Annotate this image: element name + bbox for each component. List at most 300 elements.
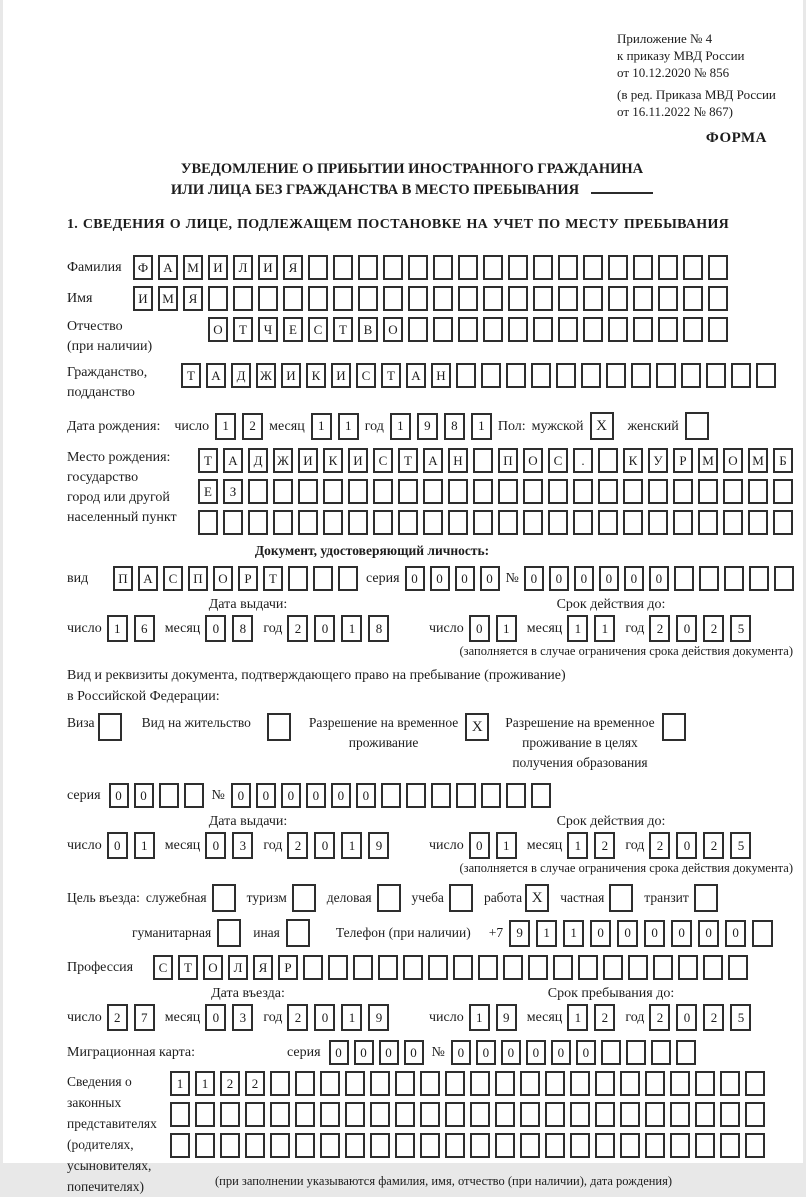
form-cell <box>720 1102 740 1127</box>
form-cell: 0 <box>356 783 376 808</box>
form-cell: 0 <box>599 566 619 591</box>
identity-doc-dates-row <box>67 597 797 642</box>
form-cell <box>752 920 773 947</box>
form-cell: Я <box>283 255 303 280</box>
form-cell: 1 <box>563 920 584 947</box>
birth-place-cells <box>198 448 793 535</box>
form-cell <box>623 510 643 535</box>
purpose-tourism-checkbox <box>292 884 316 912</box>
form-cell <box>445 1071 465 1096</box>
form-cell <box>651 1040 671 1065</box>
form-cell <box>170 1133 190 1158</box>
form-cell <box>645 1071 665 1096</box>
arrival-notification-form <box>3 0 803 1194</box>
form-cell <box>453 955 473 980</box>
purpose-transit-label: транзит <box>644 890 689 905</box>
form-cell <box>678 955 698 980</box>
form-cell: 2 <box>107 1004 128 1031</box>
form-cell <box>598 479 618 504</box>
form-cell <box>483 255 503 280</box>
form-cell <box>370 1102 390 1127</box>
form-cell <box>378 955 398 980</box>
form-cell: И <box>281 363 301 388</box>
form-cell: 0 <box>576 1040 596 1065</box>
form-cell <box>558 317 578 342</box>
purpose-business-checkbox <box>377 884 401 912</box>
doc-type-label: вид <box>67 571 89 586</box>
form-cell: П <box>498 448 518 473</box>
form-cell: 0 <box>676 615 697 642</box>
form-cell: 0 <box>430 566 450 591</box>
name-label: Имя <box>67 291 93 306</box>
form-cell <box>683 286 703 311</box>
migration-series-label: серия <box>287 1045 321 1060</box>
form-cell: Д <box>248 448 268 473</box>
month-label: месяц <box>526 621 563 636</box>
form-cell: 0 <box>725 920 746 947</box>
form-cell: Р <box>278 955 298 980</box>
form-cell <box>533 286 553 311</box>
stay-valid-year-cells <box>649 832 751 859</box>
stay-doc-intro2: в Российской Федерации: <box>67 689 220 704</box>
form-cell <box>470 1102 490 1127</box>
form-cell <box>288 566 308 591</box>
form-cell: 1 <box>170 1071 190 1096</box>
form-cell <box>683 317 703 342</box>
form-cell <box>170 1102 190 1127</box>
form-cell: 0 <box>314 832 335 859</box>
phone-prefix: +7 <box>488 925 504 940</box>
form-cell <box>495 1071 515 1096</box>
form-cell: 1 <box>567 1004 588 1031</box>
form-cell <box>248 510 268 535</box>
purpose-study-checkbox <box>449 884 473 912</box>
form-title-line2: ИЛИ ЛИЦА БЕЗ ГРАЖДАНСТВА В МЕСТО ПРЕБЫВАНИЯ <box>170 182 580 198</box>
doc-number-cells <box>524 566 794 591</box>
form-cell <box>495 1133 515 1158</box>
purpose-other-checkbox <box>286 919 310 947</box>
form-cell <box>570 1071 590 1096</box>
form-cell <box>270 1102 290 1127</box>
stay-doc-options-row <box>67 713 797 773</box>
stay-until-group <box>429 986 793 1031</box>
form-cell: К <box>323 448 343 473</box>
migration-card-row <box>67 1040 797 1065</box>
birth-place-label-line1: Место рождения: <box>67 450 171 465</box>
form-cell <box>383 286 403 311</box>
form-cell <box>308 255 328 280</box>
form-cell <box>420 1102 440 1127</box>
form-cell <box>695 1133 715 1158</box>
stay-until-year-cells <box>649 1004 751 1031</box>
form-cell: 0 <box>451 1040 471 1065</box>
form-cell <box>448 510 468 535</box>
profession-cells <box>153 955 748 980</box>
stay-until-heading: Срок пребывания до: <box>547 986 675 1001</box>
form-cell: 0 <box>205 832 226 859</box>
purpose-work-label: работа <box>483 890 523 905</box>
form-cell: И <box>133 286 153 311</box>
form-cell: О <box>203 955 223 980</box>
year-label: год <box>364 418 384 434</box>
form-cell <box>428 955 448 980</box>
form-cell <box>773 510 793 535</box>
profession-row <box>67 955 797 980</box>
form-cell <box>673 510 693 535</box>
form-cell <box>298 479 318 504</box>
representatives-label-line2: законных <box>67 1095 122 1110</box>
month-label: месяц <box>164 838 201 853</box>
form-cell <box>328 955 348 980</box>
stay-valid-group <box>429 814 793 859</box>
form-cell: К <box>623 448 643 473</box>
form-cell <box>298 510 318 535</box>
form-cell: 2 <box>220 1071 240 1096</box>
form-cell <box>523 510 543 535</box>
day-label: число <box>67 1010 102 1025</box>
visa-checkbox <box>98 713 122 741</box>
form-cell <box>573 479 593 504</box>
form-cell: 5 <box>730 615 751 642</box>
form-cell <box>431 783 451 808</box>
form-cell: Т <box>263 566 283 591</box>
form-cell: 0 <box>134 783 154 808</box>
form-cell <box>531 783 551 808</box>
form-cell: 0 <box>281 783 301 808</box>
form-cell <box>245 1133 265 1158</box>
form-cell: 9 <box>417 413 438 440</box>
birth-place-label-line2: государство <box>67 470 139 485</box>
sex-female-checkbox <box>685 412 709 440</box>
form-cell: М <box>183 255 203 280</box>
form-cell <box>623 479 643 504</box>
form-cell: 0 <box>551 1040 571 1065</box>
form-cell: Ж <box>273 448 293 473</box>
form-cell: 1 <box>496 615 517 642</box>
stay-doc-intro1: Вид и реквизиты документа, подтверждающего право на пребывание (проживание) <box>67 668 566 683</box>
form-cell <box>773 479 793 504</box>
form-cell <box>198 510 218 535</box>
day-label: число <box>67 838 102 853</box>
form-cell <box>345 1133 365 1158</box>
form-cell <box>658 317 678 342</box>
valid-day-cells <box>469 615 517 642</box>
form-cell: С <box>163 566 183 591</box>
form-cell: С <box>308 317 328 342</box>
form-cell <box>506 363 526 388</box>
form-cell <box>673 479 693 504</box>
form-cell: 0 <box>480 566 500 591</box>
birth-place-label-line3: город или другой <box>67 490 170 505</box>
profession-label: Профессия <box>67 960 134 975</box>
form-cell <box>395 1102 415 1127</box>
form-cell <box>333 255 353 280</box>
form-cell <box>598 448 618 473</box>
form-cell <box>508 317 528 342</box>
form-cell <box>703 955 723 980</box>
form-cell: А <box>206 363 226 388</box>
form-cell: 9 <box>368 832 389 859</box>
temp-residence-edu-label-line1: Разрешение на временное <box>505 715 655 730</box>
form-cell <box>628 955 648 980</box>
birth-place-row3-cells <box>198 510 793 535</box>
temp-residence-checkbox: X <box>465 713 489 741</box>
name-row <box>67 286 797 311</box>
temp-residence-edu-label-line3: получения образования <box>512 755 648 770</box>
birth-place-row <box>67 448 797 535</box>
form-cell <box>433 255 453 280</box>
form-cell <box>458 317 478 342</box>
issue-date-line <box>67 832 429 859</box>
form-cell <box>348 510 368 535</box>
form-cell <box>506 783 526 808</box>
representatives-row3-cells <box>170 1133 765 1158</box>
form-cell <box>728 955 748 980</box>
form-cell <box>345 1071 365 1096</box>
purpose-label: Цель въезда: <box>67 890 140 905</box>
form-cell: 1 <box>341 615 362 642</box>
stay-doc-dates-row <box>67 814 797 859</box>
entry-year-cells <box>287 1004 389 1031</box>
form-cell <box>670 1133 690 1158</box>
annex-line: от 16.11.2022 № 867) <box>617 104 734 119</box>
form-cell <box>358 255 378 280</box>
form-cell: И <box>208 255 228 280</box>
form-cell: 2 <box>703 1004 724 1031</box>
stay-issue-group <box>67 814 429 859</box>
residence-permit-checkbox <box>267 713 291 741</box>
form-cell: Т <box>398 448 418 473</box>
valid-until-heading: Срок действия до: <box>556 814 666 829</box>
stay-valid-day-cells <box>469 832 517 859</box>
form-cell <box>531 363 551 388</box>
form-cell <box>408 255 428 280</box>
form-cell <box>473 479 493 504</box>
form-cell <box>653 955 673 980</box>
validity-note: (заполняется в случае ограничения срока действия документа) <box>459 644 793 658</box>
form-cell <box>749 566 769 591</box>
form-cell <box>483 286 503 311</box>
form-cell <box>270 1071 290 1096</box>
form-cell <box>578 955 598 980</box>
form-cell <box>433 317 453 342</box>
validity-note: (заполняется в случае ограничения срока действия документа) <box>459 861 793 875</box>
identity-doc-row <box>67 566 797 591</box>
form-cell: 0 <box>524 566 544 591</box>
form-cell <box>481 783 501 808</box>
form-cell: О <box>383 317 403 342</box>
form-cell <box>458 255 478 280</box>
valid-month-cells <box>567 615 615 642</box>
form-cell <box>731 363 751 388</box>
day-label: число <box>67 621 102 636</box>
year-label: год <box>625 621 645 636</box>
form-cell <box>503 955 523 980</box>
form-cell <box>708 255 728 280</box>
form-cell: С <box>356 363 376 388</box>
form-title <box>67 159 757 201</box>
form-cell <box>558 255 578 280</box>
representatives-label-line3: представителях <box>67 1116 157 1131</box>
form-cell: 2 <box>649 1004 670 1031</box>
form-cell <box>608 317 628 342</box>
valid-year-cells <box>649 615 751 642</box>
form-cell: 0 <box>676 832 697 859</box>
form-cell: 9 <box>509 920 530 947</box>
patronymic-label-line2: (при наличии) <box>67 339 153 354</box>
form-cell: 8 <box>368 615 389 642</box>
birth-place-label <box>67 448 198 528</box>
issue-date-heading: Дата выдачи: <box>208 597 288 612</box>
form-cell <box>295 1071 315 1096</box>
stay-number-label: № <box>211 788 225 803</box>
visa-option <box>67 713 122 741</box>
sex-label: Пол: <box>497 418 526 434</box>
form-cell: 1 <box>341 832 362 859</box>
form-cell <box>473 510 493 535</box>
residence-permit-option <box>142 713 291 741</box>
form-cell: С <box>153 955 173 980</box>
form-cell <box>320 1102 340 1127</box>
form-cell <box>748 479 768 504</box>
representatives-note: (при заполнении указываются фамилия, имя, отчество (при наличии), дата рождения) <box>215 1174 673 1188</box>
section1-heading: 1. СВЕДЕНИЯ О ЛИЦЕ, ПОДЛЕЖАЩЕМ ПОСТАНОВКЕ НА УЧЕТ ПО МЕСТУ ПРЕБЫВАНИЯ <box>67 217 730 232</box>
entry-date-group <box>67 986 429 1031</box>
form-cell <box>223 510 243 535</box>
form-cell <box>645 1133 665 1158</box>
month-label: месяц <box>269 418 305 434</box>
purpose-humanitarian-checkbox <box>217 919 241 947</box>
form-cell <box>656 363 676 388</box>
form-cell <box>370 1071 390 1096</box>
form-cell: 1 <box>338 413 359 440</box>
stay-issue-month-cells <box>205 832 253 859</box>
form-cell: 2 <box>594 1004 615 1031</box>
form-cell <box>481 363 501 388</box>
citizenship-row <box>67 363 797 403</box>
stay-series-label: серия <box>67 788 101 803</box>
form-cell <box>583 255 603 280</box>
form-cell <box>245 1102 265 1127</box>
form-cell <box>270 1133 290 1158</box>
form-cell: О <box>723 448 743 473</box>
representatives-cells <box>170 1071 765 1197</box>
form-cell <box>398 479 418 504</box>
form-cell <box>323 479 343 504</box>
form-cell <box>658 255 678 280</box>
form-cell <box>323 510 343 535</box>
form-cell <box>723 510 743 535</box>
form-cell <box>683 255 703 280</box>
form-cell: . <box>573 448 593 473</box>
form-cell <box>626 1040 646 1065</box>
form-cell: И <box>258 255 278 280</box>
stay-issue-day-cells <box>107 832 155 859</box>
sex-male-checkbox: X <box>590 412 614 440</box>
form-cell: Л <box>233 255 253 280</box>
temp-residence-option <box>309 713 489 753</box>
form-cell <box>273 510 293 535</box>
form-cell <box>724 566 744 591</box>
form-cell <box>420 1071 440 1096</box>
form-cell: А <box>158 255 178 280</box>
form-cell <box>745 1102 765 1127</box>
form-cell <box>648 479 668 504</box>
form-cell <box>220 1102 240 1127</box>
form-cell: 0 <box>574 566 594 591</box>
patronymic-row <box>67 317 797 357</box>
year-label: год <box>625 1010 645 1025</box>
temp-residence-edu-label-line2: проживание в целях <box>522 735 638 750</box>
form-cell: 3 <box>232 1004 253 1031</box>
form-cell <box>545 1071 565 1096</box>
form-cell: 2 <box>594 832 615 859</box>
form-cell <box>695 1102 715 1127</box>
issue-date-heading: Дата выдачи: <box>208 814 288 829</box>
purpose-tourism-label: туризм <box>246 890 287 905</box>
form-cell <box>523 479 543 504</box>
representatives-row <box>67 1071 797 1197</box>
month-label: месяц <box>164 1010 201 1025</box>
birth-date-row <box>67 412 797 440</box>
form-cell: 0 <box>455 566 475 591</box>
purpose-transit-checkbox <box>694 884 718 912</box>
temp-residence-edu-option <box>505 713 685 773</box>
purpose-study-label: учеба <box>411 890 444 905</box>
form-cell: 2 <box>287 615 308 642</box>
form-cell: 0 <box>501 1040 521 1065</box>
form-cell <box>553 955 573 980</box>
form-cell: С <box>373 448 393 473</box>
form-cell <box>598 510 618 535</box>
stay-valid-month-cells <box>567 832 615 859</box>
form-cell: 2 <box>245 1071 265 1096</box>
form-cell <box>508 255 528 280</box>
representatives-row1-cells <box>170 1071 765 1096</box>
form-cell <box>406 783 426 808</box>
form-cell <box>556 363 576 388</box>
doc-type-cells <box>113 566 358 591</box>
sex-male-label: мужской <box>531 418 584 434</box>
form-cell <box>606 363 626 388</box>
valid-date-line <box>429 615 793 642</box>
form-cell: 1 <box>195 1071 215 1096</box>
entry-dates-row <box>67 986 797 1031</box>
form-cell <box>423 479 443 504</box>
month-label: месяц <box>526 1010 563 1025</box>
form-cell <box>633 317 653 342</box>
form-cell: О <box>208 317 228 342</box>
form-cell <box>633 286 653 311</box>
form-cell <box>520 1071 540 1096</box>
identity-issue-group <box>67 597 429 642</box>
form-cell <box>756 363 776 388</box>
stay-until-day-cells <box>469 1004 517 1031</box>
form-cell: 0 <box>590 920 611 947</box>
form-cell <box>348 479 368 504</box>
form-cell <box>498 479 518 504</box>
form-cell <box>338 566 358 591</box>
purpose-official-checkbox <box>212 884 236 912</box>
birth-date-label: Дата рождения: <box>67 418 161 434</box>
form-cell: 1 <box>469 1004 490 1031</box>
form-cell <box>548 479 568 504</box>
form-cell: 8 <box>444 413 465 440</box>
form-cell <box>699 566 719 591</box>
form-cell <box>195 1133 215 1158</box>
temp-residence-edu-label <box>505 713 654 773</box>
form-cell <box>581 363 601 388</box>
